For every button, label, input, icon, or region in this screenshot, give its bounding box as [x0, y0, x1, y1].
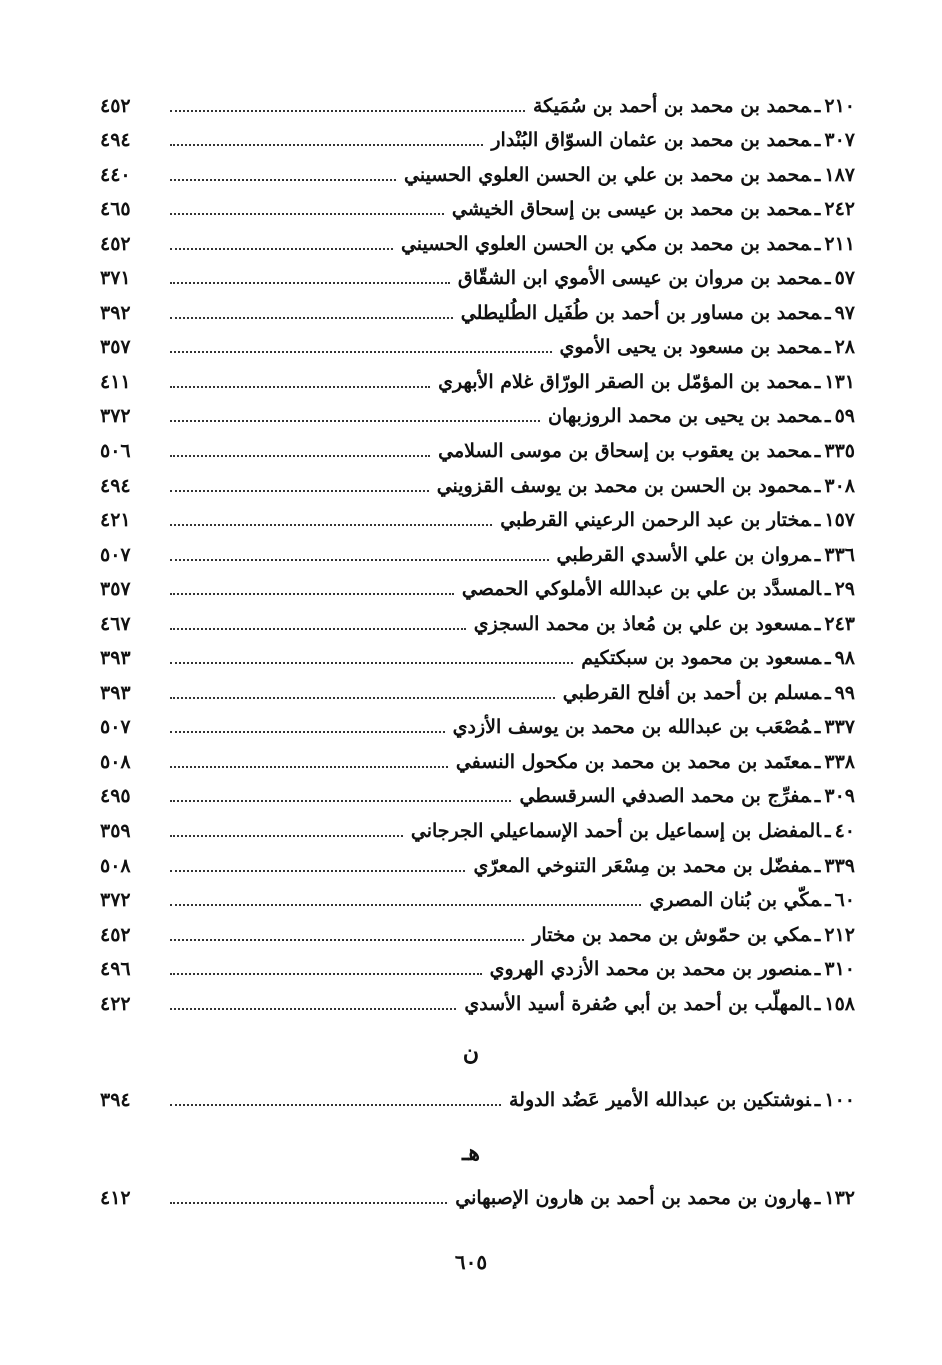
index-entry: [100, 641, 855, 676]
entry-page: ٤٢٢: [100, 992, 131, 1015]
entry-number: ١٨٧: [824, 163, 855, 186]
entry-page: ٣٥٩: [100, 820, 131, 843]
index-entry: [100, 986, 855, 1021]
entry-separator: ـ: [814, 370, 821, 393]
entry-page: ٣٧١: [100, 267, 131, 290]
entry-number: ٣٣٥: [824, 440, 855, 463]
index-entry: [100, 1082, 855, 1117]
entry-text: [452, 198, 855, 220]
index-entry: [100, 606, 855, 641]
index-entry: [100, 226, 855, 261]
section-heading-ha: هـ: [461, 1140, 481, 1166]
entry-page: ٤٦٧: [100, 612, 131, 635]
index-entry: [100, 710, 855, 745]
entry-separator: ـ: [814, 716, 821, 739]
entry-text: [438, 371, 855, 393]
index-list-ha: [100, 1180, 855, 1215]
entry-text: [490, 958, 855, 980]
entry-text: [461, 302, 855, 324]
entry-number: ١٣١: [824, 370, 855, 393]
entry-name: مُصْعَب بن عبدالله بن محمد بن يوسف الأزدي: [452, 716, 811, 739]
index-entry: [100, 917, 855, 952]
dot-leader: [170, 351, 552, 353]
entry-text: [649, 889, 855, 911]
index-list-nun: [100, 1082, 855, 1117]
entry-number: ٣٣٨: [824, 750, 855, 773]
entry-number: ٤٠: [834, 820, 855, 843]
entry-text: [533, 95, 855, 117]
page-number: ٦٠٥: [454, 1250, 488, 1274]
dot-leader: [170, 904, 641, 906]
entry-page: ٣٩٣: [100, 681, 131, 704]
dot-leader: [170, 870, 465, 872]
entry-number: ٣٠٧: [824, 129, 855, 152]
entry-name: محمد بن يحيى بن محمد الروزبهان: [548, 405, 821, 428]
entry-name: مروان بن علي الأسدي القرطبي: [556, 543, 811, 566]
entry-name: منصور بن محمد بن محمد الأزدي الهروي: [489, 958, 811, 981]
entry-page: ٣٧٢: [100, 405, 131, 428]
entry-text: [563, 682, 855, 704]
index-entry: [100, 537, 855, 572]
entry-number: ٩٨: [834, 647, 855, 670]
entry-page: ٤٥٢: [100, 232, 131, 255]
entry-text: [464, 993, 855, 1015]
dot-leader: [170, 697, 555, 699]
index-entry: [100, 883, 855, 918]
entry-name: محمد بن محمد بن عثمان السوّاق البُنْدار: [491, 129, 811, 152]
section-heading-nun: ن: [462, 1040, 480, 1066]
entry-name: مسلم بن أحمد بن أفلح القرطبي: [562, 681, 821, 704]
entry-name: محمد بن المؤمّل بن الصقر الورّاق غلام الأبهري: [438, 370, 811, 393]
index-entry: [100, 1180, 855, 1215]
entry-number: ٥٩: [834, 405, 855, 428]
dot-leader: [170, 282, 450, 284]
entry-page: ٤١١: [100, 370, 131, 393]
dot-leader: [170, 179, 396, 181]
entry-separator: ـ: [825, 889, 831, 912]
entry-text: [453, 716, 855, 738]
dot-leader: [170, 144, 483, 146]
entry-name: محمد بن يعقوب بن إسحاق بن موسى السلامي: [438, 440, 811, 463]
entry-page: ٤٩٤: [100, 129, 131, 152]
entry-text: [560, 336, 855, 358]
entry-separator: ـ: [814, 440, 821, 463]
index-entry: [100, 675, 855, 710]
entry-page: ٤٥٢: [100, 94, 131, 117]
entry-text: [532, 924, 855, 946]
entry-separator: ـ: [825, 301, 831, 324]
entry-page: ٤٦٥: [100, 198, 131, 221]
index-entry: [100, 744, 855, 779]
entry-separator: ـ: [825, 336, 831, 359]
entry-page: ٥٠٦: [100, 440, 131, 463]
entry-text: [456, 751, 855, 773]
index-entry: [100, 295, 855, 330]
entry-separator: ـ: [814, 94, 821, 117]
entry-name: نوشتكين بن عبدالله الأمير عَضُد الدولة: [509, 1088, 811, 1111]
entry-number: ٣٣٦: [824, 543, 855, 566]
entry-page: ٥٠٧: [100, 716, 131, 739]
entry-number: ٢٤٣: [824, 612, 855, 635]
index-entry: [100, 123, 855, 158]
entry-separator: ـ: [814, 958, 821, 981]
entry-number: ٣٠٨: [824, 474, 855, 497]
dot-leader: [170, 110, 525, 112]
dot-leader: [170, 800, 511, 802]
index-entry: [100, 192, 855, 227]
entry-text: [455, 1187, 855, 1209]
entry-text: [473, 855, 855, 877]
entry-name: هارون بن محمد بن أحمد بن هارون الإصبهاني: [455, 1186, 811, 1209]
index-entry: [100, 261, 855, 296]
entry-number: ١٣٢: [824, 1186, 855, 1209]
entry-number: ١٥٨: [824, 992, 855, 1015]
dot-leader: [170, 317, 453, 319]
entry-number: ٣٣٩: [824, 854, 855, 877]
dot-leader: [170, 662, 573, 664]
index-entry: [100, 952, 855, 987]
dot-leader: [170, 593, 454, 595]
dot-leader: [170, 386, 430, 388]
entry-number: ٦٠: [834, 889, 855, 912]
dot-leader: [170, 973, 482, 975]
dot-leader: [170, 248, 393, 250]
entry-page: ٤٩٦: [100, 958, 131, 981]
entry-text: [509, 1089, 855, 1111]
entry-text: [519, 785, 855, 807]
entry-number: ٣٣٧: [824, 716, 855, 739]
entry-text: [438, 440, 855, 462]
entry-number: ٩٧: [834, 301, 855, 324]
entry-page: ٥٠٧: [100, 543, 131, 566]
entry-number: ١٠٠: [824, 1088, 855, 1111]
entry-name: مكي بن حمّوش بن محمد بن مختار: [532, 923, 811, 946]
entry-separator: ـ: [814, 992, 821, 1015]
dot-leader: [170, 420, 540, 422]
entry-page: ٤١٢: [100, 1186, 131, 1209]
entry-page: ٤٥٢: [100, 923, 131, 946]
index-entry: [100, 813, 855, 848]
index-entry: [100, 468, 855, 503]
entry-text: [500, 509, 855, 531]
entry-text: [557, 544, 856, 566]
entry-separator: ـ: [825, 820, 831, 843]
entry-page: ٤٩٤: [100, 474, 131, 497]
entry-name: مكّي بن بُنان المصري: [649, 889, 821, 912]
entry-text: [491, 129, 855, 151]
entry-separator: ـ: [814, 1186, 821, 1209]
entry-name: مفضّل بن محمد بن مِسْعَر التنوخي المعرّي: [473, 854, 811, 877]
entry-name: المفضل بن إسماعيل بن أحمد الإسماعيلي الجرجاني: [410, 820, 821, 843]
entry-page: ٤٢١: [100, 509, 131, 532]
entry-separator: ـ: [814, 750, 821, 773]
entry-number: ٩٩: [834, 681, 855, 704]
entry-separator: ـ: [814, 509, 821, 532]
entry-number: ٢٩: [834, 578, 855, 601]
dot-leader: [170, 1104, 501, 1106]
entry-name: المهلّب بن أحمد بن أبي صُفرة أسيد الأسدي: [464, 992, 811, 1015]
entry-number: ٢١٢: [824, 923, 855, 946]
entry-separator: ـ: [814, 785, 821, 808]
entry-separator: ـ: [825, 578, 831, 601]
dot-leader: [170, 524, 492, 526]
entry-separator: ـ: [814, 543, 821, 566]
entry-number: ٢١٠: [824, 94, 855, 117]
entry-name: محمود بن الحسن بن محمد بن يوسف القزويني: [436, 474, 811, 497]
entry-text: [404, 164, 855, 186]
entry-separator: ـ: [814, 129, 821, 152]
index-entry: [100, 157, 855, 192]
entry-separator: ـ: [814, 1088, 821, 1111]
dot-leader: [170, 559, 549, 561]
entry-text: [581, 647, 855, 669]
entry-text: [462, 578, 855, 600]
index-entry: [100, 433, 855, 468]
entry-page: ٤٩٥: [100, 785, 131, 808]
entry-name: معتَمد بن محمد بن محمد بن مكحول النسفي: [455, 750, 811, 773]
entry-number: ٢١١: [824, 232, 855, 255]
entry-page: ٣٩٤: [100, 1088, 131, 1111]
entry-text: [458, 267, 855, 289]
dot-leader: [170, 213, 444, 215]
entry-name: محمد بن محمد بن علي بن الحسن العلوي الحسيني: [404, 163, 811, 186]
dot-leader: [170, 939, 524, 941]
index-entry: [100, 364, 855, 399]
index-entry: [100, 848, 855, 883]
dot-leader: [170, 1008, 456, 1010]
entry-page: ٣٩٣: [100, 647, 131, 670]
dot-leader: [170, 766, 448, 768]
entry-name: مسعود بن علي بن مُعاذ بن محمد السجزي: [473, 612, 811, 635]
entry-name: محمد بن محمد بن عيسى بن إسحاق الخيشي: [451, 198, 811, 221]
entry-page: ٣٧٢: [100, 889, 131, 912]
index-entry: [100, 503, 855, 538]
entry-text: [548, 405, 855, 427]
entry-page: ٥٠٨: [100, 854, 131, 877]
entry-name: محمد بن محمد بن مكي بن الحسن العلوي الحسيني: [400, 232, 811, 255]
entry-number: ١٥٧: [824, 509, 855, 532]
entry-text: [474, 613, 855, 635]
entry-name: المسدَّد بن علي بن عبدالله الأملوكي الحمصي: [461, 578, 821, 601]
entry-text: [411, 820, 855, 842]
index-entry: [100, 330, 855, 365]
entry-separator: ـ: [814, 923, 821, 946]
dot-leader: [170, 1202, 447, 1204]
entry-page: ٥٠٨: [100, 750, 131, 773]
entry-number: ٣١٠: [824, 958, 855, 981]
entry-separator: ـ: [814, 163, 821, 186]
index-entry: [100, 88, 855, 123]
entry-name: مفرِّج بن محمد الصدفي السرقسطي: [519, 785, 811, 808]
entry-name: مختار بن عبد الرحمن الرعيني القرطبي: [500, 509, 811, 532]
entry-text: [401, 233, 855, 255]
entry-number: ٢٨: [834, 336, 855, 359]
dot-leader: [170, 628, 466, 630]
entry-separator: ـ: [825, 681, 831, 704]
entry-name: محمد بن مسعود بن يحيى الأموي: [559, 336, 821, 359]
entry-separator: ـ: [814, 198, 821, 221]
dot-leader: [170, 490, 429, 492]
entry-page: ٤٤٠: [100, 163, 131, 186]
entry-separator: ـ: [825, 267, 831, 290]
entry-name: محمد بن مساور بن أحمد بن طُفَيل الطُليطلي: [460, 301, 821, 324]
index-entry: [100, 572, 855, 607]
entry-separator: ـ: [825, 647, 831, 670]
index-entry: [100, 779, 855, 814]
entry-name: محمد بن مروان بن عيسى الأموي ابن الشقّاق: [457, 267, 821, 290]
dot-leader: [170, 731, 445, 733]
dot-leader: [170, 835, 403, 837]
entry-name: مسعود بن محمود بن سبكتكيم: [581, 647, 821, 670]
entry-number: ٣٠٩: [824, 785, 855, 808]
entry-separator: ـ: [814, 854, 821, 877]
entry-name: محمد بن محمد بن أحمد بن سُمَيكة: [532, 94, 811, 117]
entry-text: [437, 475, 855, 497]
entry-separator: ـ: [814, 232, 821, 255]
index-entry: [100, 399, 855, 434]
entry-page: ٣٥٧: [100, 336, 131, 359]
entry-separator: ـ: [814, 474, 821, 497]
dot-leader: [170, 455, 430, 457]
entry-page: ٣٥٧: [100, 578, 131, 601]
entry-number: ٥٧: [834, 267, 855, 290]
index-list-mim: [100, 88, 855, 1021]
entry-separator: ـ: [814, 612, 821, 635]
entry-number: ٢٤٢: [824, 198, 855, 221]
entry-page: ٣٩٢: [100, 301, 131, 324]
entry-separator: ـ: [825, 405, 831, 428]
